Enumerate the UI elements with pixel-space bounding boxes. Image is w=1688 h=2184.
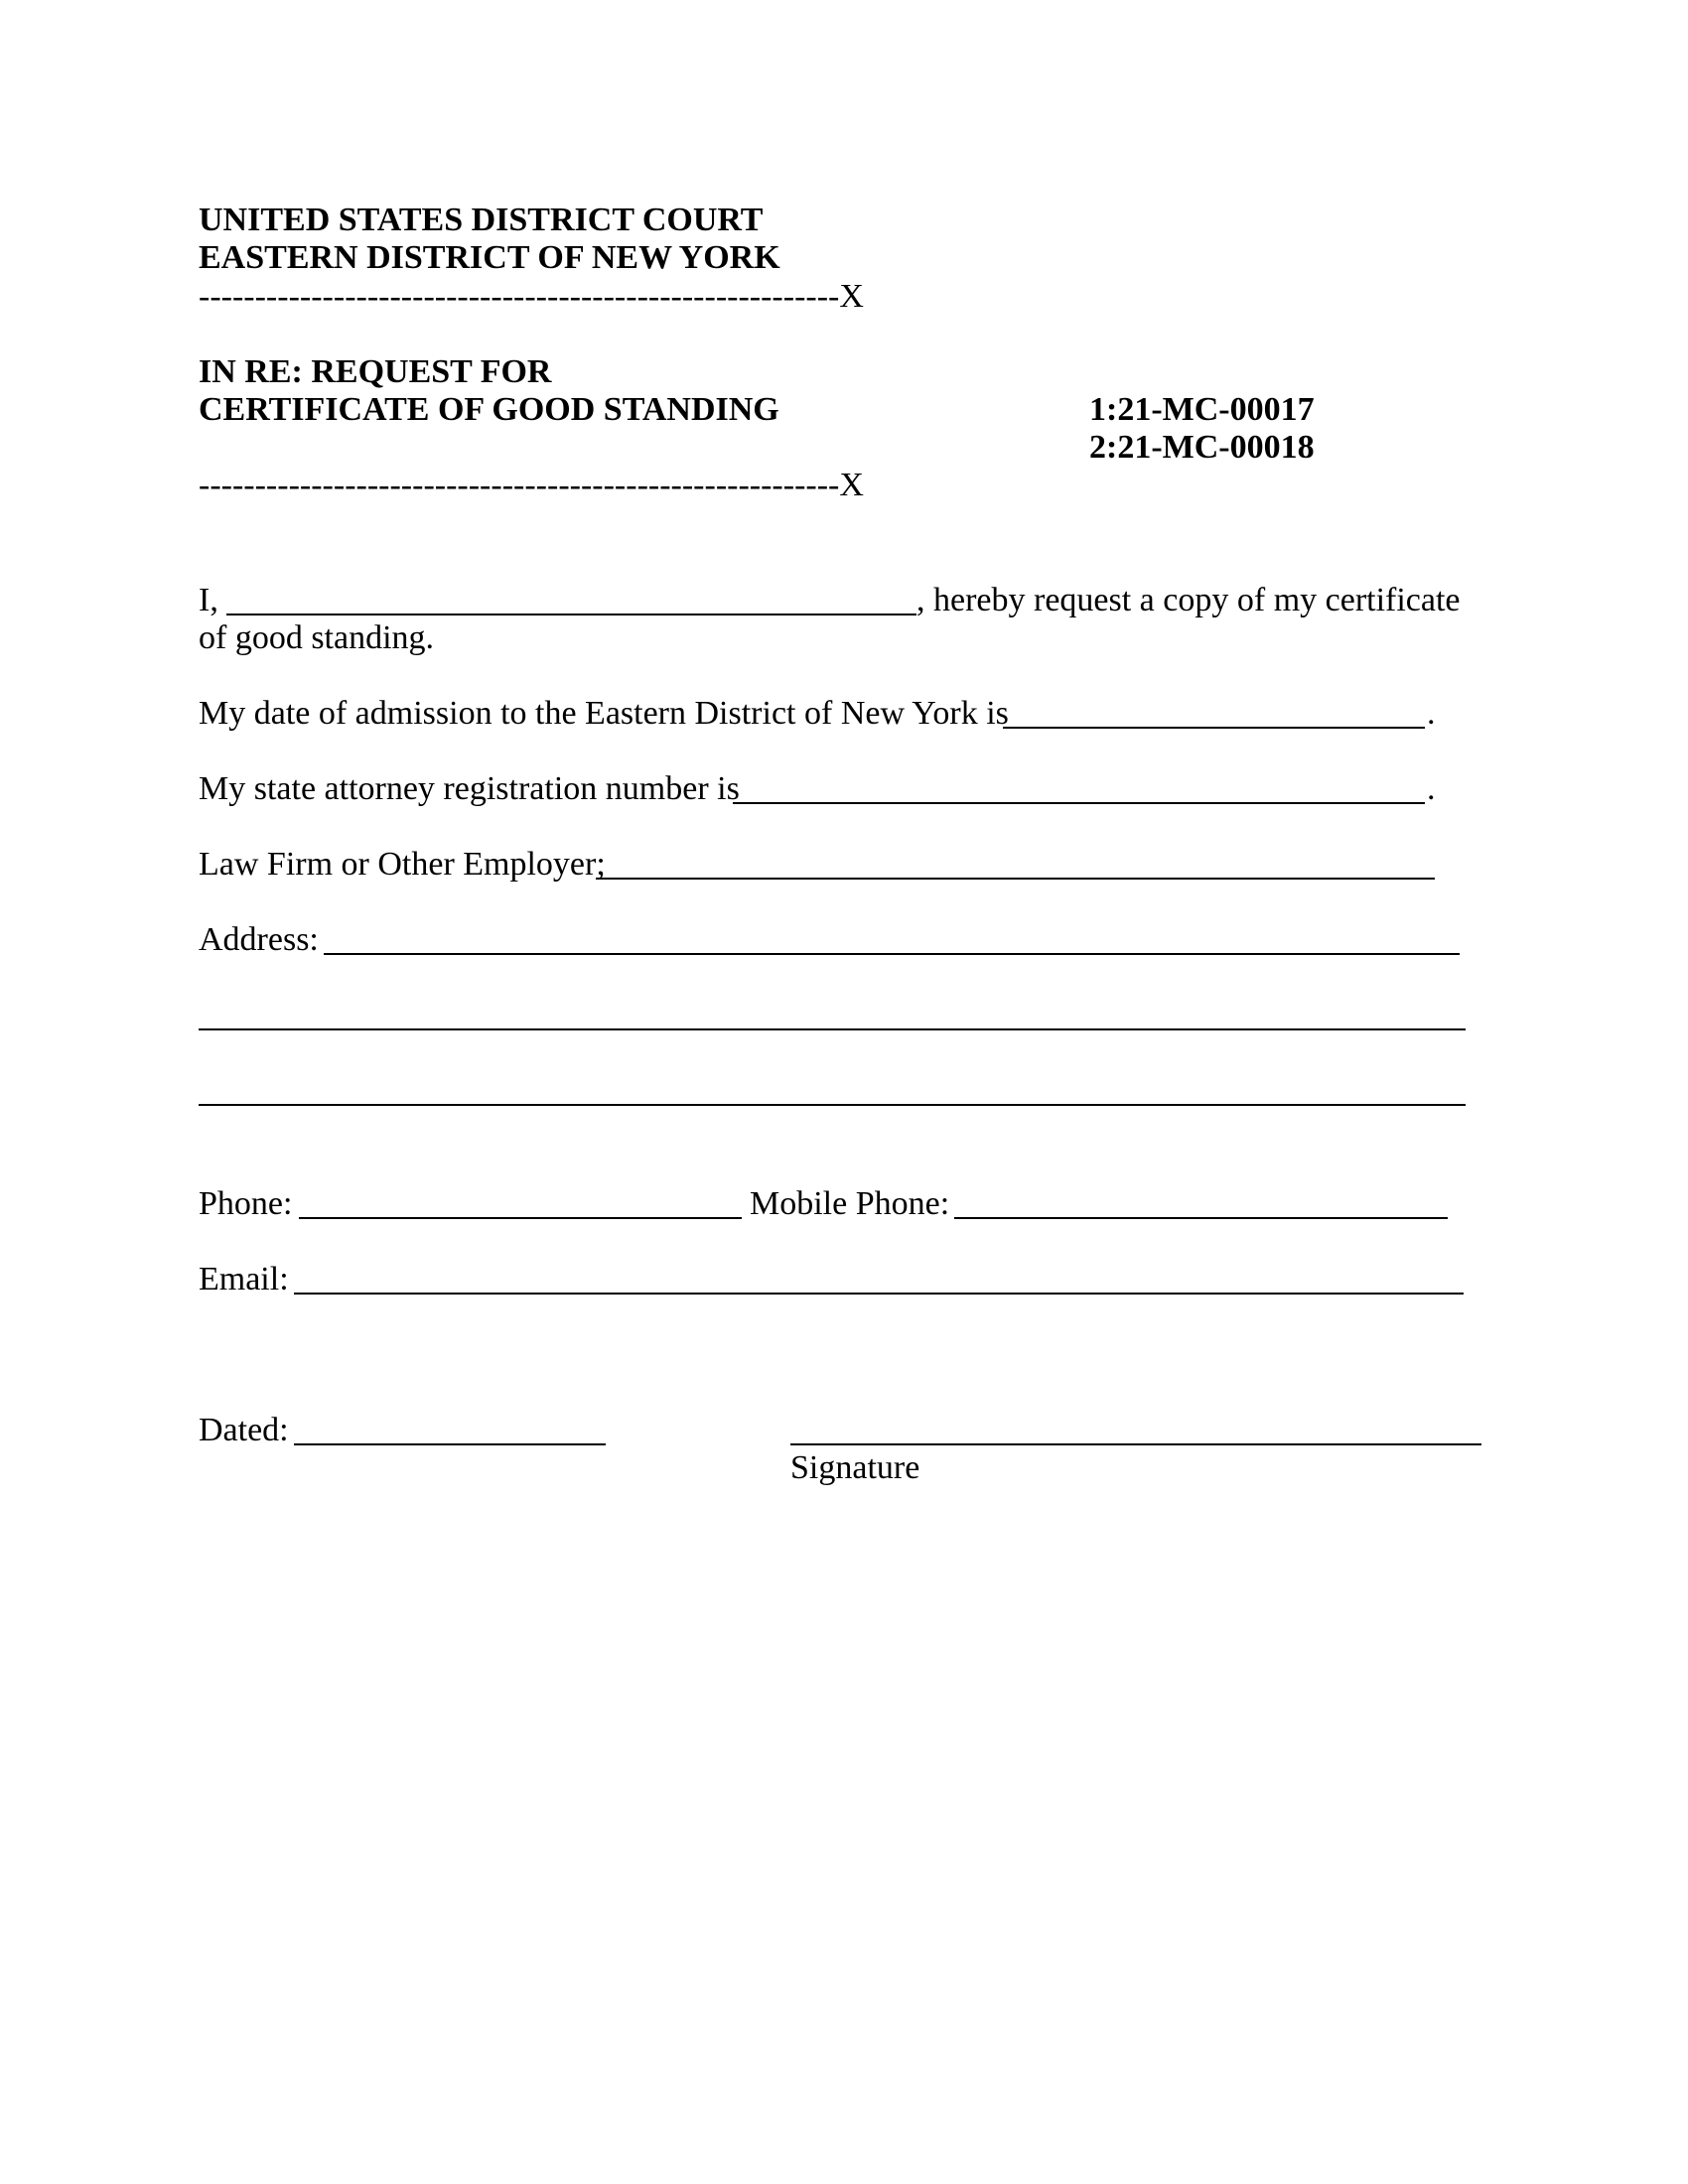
address-label: Address:: [199, 921, 319, 958]
admission-label: My date of admission to the Eastern District of New York is: [199, 695, 1009, 732]
registration-period: .: [1427, 770, 1436, 807]
caption-divider-bottom: ---------------------------------------------------------X: [199, 467, 864, 503]
request-suffix: , hereby request a copy of my certificate: [916, 582, 1461, 618]
registration-number-field[interactable]: [733, 802, 1425, 804]
name-field[interactable]: [226, 614, 916, 615]
signature-field[interactable]: [790, 1443, 1481, 1445]
admission-period: .: [1427, 695, 1436, 732]
caption-divider-top: ---------------------------------------------------------X: [199, 278, 864, 315]
court-name: UNITED STATES DISTRICT COURT: [199, 202, 764, 238]
dated-field[interactable]: [294, 1443, 606, 1445]
caption-title-line1: IN RE: REQUEST FOR: [199, 353, 552, 390]
case-number-2: 2:21-MC-00018: [1089, 429, 1315, 466]
request-prefix: I,: [199, 582, 218, 618]
address-field-line3[interactable]: [199, 1104, 1466, 1106]
court-district: EASTERN DISTRICT OF NEW YORK: [199, 239, 780, 276]
employer-label: Law Firm or Other Employer;: [199, 846, 606, 883]
mobile-phone-label: Mobile Phone:: [750, 1185, 950, 1222]
phone-field[interactable]: [299, 1217, 742, 1219]
phone-label: Phone:: [199, 1185, 293, 1222]
dated-label: Dated:: [199, 1412, 289, 1448]
address-field-line1[interactable]: [324, 953, 1460, 955]
registration-label: My state attorney registration number is: [199, 770, 740, 807]
employer-field[interactable]: [596, 878, 1435, 880]
case-number-1: 1:21-MC-00017: [1089, 391, 1315, 428]
email-label: Email:: [199, 1261, 289, 1297]
email-field[interactable]: [294, 1293, 1464, 1295]
caption-title-line2: CERTIFICATE OF GOOD STANDING: [199, 391, 779, 428]
admission-date-field[interactable]: [1003, 727, 1425, 729]
address-field-line2[interactable]: [199, 1028, 1466, 1030]
mobile-phone-field[interactable]: [954, 1217, 1448, 1219]
signature-label: Signature: [790, 1449, 920, 1486]
request-line2: of good standing.: [199, 619, 435, 656]
